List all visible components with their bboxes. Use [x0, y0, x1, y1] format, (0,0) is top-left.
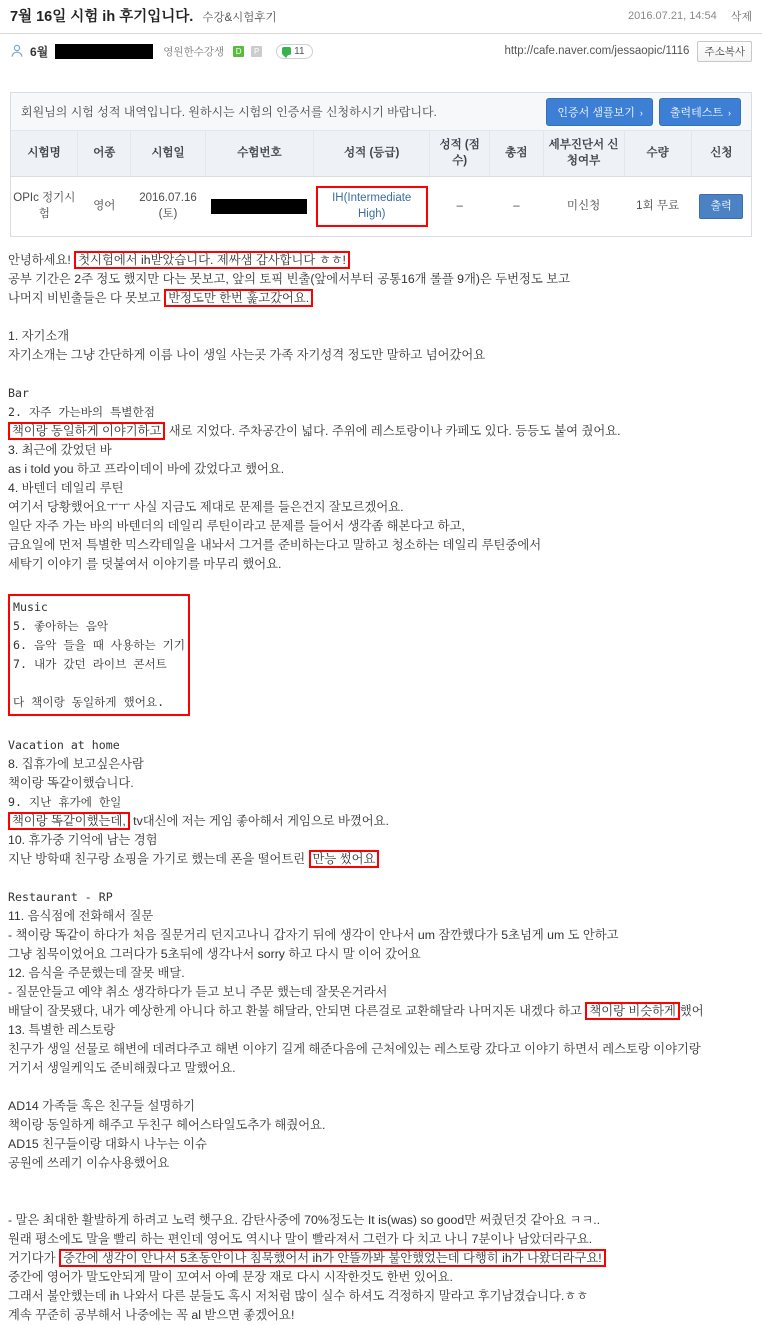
body-blank-line — [8, 717, 754, 736]
cell-language: 영어 — [78, 177, 131, 237]
body-line — [8, 1002, 754, 1021]
body-line: - 말은 최대한 활발하게 하려고 노력 햇구요. 감탄사중에 70%정도는 It is(was) so good만 써줬던것 같아요 ㅋㅋ.. — [8, 1213, 601, 1228]
page-title: 7월 16일 시험 ih 후기입니다. — [10, 9, 194, 25]
author-row — [0, 34, 762, 70]
body-text-run: 배달이 잘못됐다, 내가 예상한게 아니다 하고 환불 해달라, 안되면 다른걸로 교환해달라 나머지돈 내겠다 하고 — [8, 1004, 586, 1019]
col-exam-date: 시험일 — [131, 131, 205, 177]
body-text-run: 나머지 비빈출들은 다 못보고 — [8, 291, 165, 306]
col-grade: 성적 (등급) — [314, 131, 430, 177]
highlighted-text: 중간에 생각이 안나서 5초동안이나 침묵했어서 ih가 안뜰까봐 불안했었는데 다행히 ih가 나왔더라구요! — [59, 1249, 606, 1267]
body-blank-line — [8, 1078, 754, 1097]
body-text-run: 새로 지었다. 주차공간이 넓다. 주위에 레스토랑이나 카페도 있다. 등등도 붙여 줬어요. — [165, 424, 621, 439]
post-body — [8, 251, 754, 1325]
author-name-mask — [55, 44, 153, 59]
body-line: 10. 휴가중 기억에 남는 경험 — [8, 833, 158, 848]
comment-count-pill[interactable] — [276, 44, 312, 59]
badge-green-icon: D — [233, 46, 244, 57]
body-line: 9. 지난 휴가에 한일 — [8, 795, 122, 810]
post-header-right — [628, 8, 752, 24]
score-notice-text: 회원님의 시험 성적 내역입니다. 원하시는 시험의 인증서를 신청하시기 바랍니다. — [21, 105, 437, 119]
body-line — [8, 1249, 754, 1268]
body-line: 3. 최근에 갔었던 바 — [8, 443, 112, 458]
delete-button[interactable]: 삭제 — [730, 10, 752, 23]
col-exam-number: 수험번호 — [205, 131, 314, 177]
body-blank-line — [8, 308, 754, 327]
body-line — [8, 422, 754, 441]
body-line: 책이랑 동일하게 해주고 두친구 헤어스타일도추가 해줬어요. — [8, 1118, 326, 1133]
cell-apply — [691, 177, 751, 237]
body-line: Music — [13, 600, 48, 615]
body-line: as i told you 하고 프라이데이 바에 갔었다고 했어요. — [8, 462, 285, 477]
highlighted-block — [8, 594, 190, 716]
post-date: 2016.07.21, 14:54 — [628, 9, 717, 22]
score-panel — [10, 92, 752, 237]
body-line: 공원에 쓰레기 이슈사용했어요 — [8, 1156, 170, 1171]
body-line: 일단 자주 가는 바의 바텐더의 데일리 루틴이라고 문제를 들어서 생각좀 해본다고 하고, — [8, 519, 465, 534]
chevron-right-icon: › — [639, 107, 643, 118]
body-line: AD14 가족들 혹은 친구들 설명하기 — [8, 1099, 195, 1114]
post-category[interactable]: 수강&시험후기 — [202, 12, 277, 24]
author-info — [10, 43, 313, 60]
notice-buttons — [546, 98, 741, 126]
body-line: - 질문안들고 예약 취소 생각하다가 듣고 보니 주문 했는데 잘못온거라서 — [8, 985, 388, 1000]
body-line: 여기서 당황했어요ㅜㅜ 사실 지금도 제대로 문제를 들은건지 잘모르겠어요. — [8, 500, 404, 515]
certificate-sample-label: 인증서 샘플보기 — [557, 106, 635, 119]
body-line: 책이랑 똑같이했습니다. — [8, 776, 134, 791]
body-blank-line — [8, 365, 754, 384]
cell-quantity: 1회 무료 — [624, 177, 691, 237]
body-line: AD15 친구들이랑 대화시 나누는 이슈 — [8, 1137, 207, 1152]
certificate-sample-button[interactable] — [546, 98, 652, 126]
print-test-button[interactable] — [659, 98, 741, 126]
body-line: 거기서 생일케익도 준비해줬다고 말했어요. — [8, 1061, 236, 1076]
col-total: 총점 — [490, 131, 543, 177]
score-table-header-row — [11, 131, 751, 177]
body-blank-line — [8, 574, 754, 593]
body-line: 8. 집휴가에 보고싶은사람 — [8, 757, 144, 772]
body-line: 5. 좋아하는 음악 — [13, 619, 109, 634]
body-line: 2. 자주 가는바의 특별한점 — [8, 405, 155, 420]
body-blank-line — [8, 1173, 754, 1192]
body-line: 11. 음식점에 전화해서 질문 — [8, 909, 154, 924]
highlighted-text: 책이랑 동일하게 이야기하고 — [8, 422, 165, 440]
cell-exam-date: 2016.07.16 (토) — [131, 177, 205, 237]
post-header-left — [10, 5, 277, 26]
highlighted-text: 만능 썼어요 — [309, 850, 380, 868]
score-notice-bar — [11, 93, 751, 131]
cell-exam-number — [205, 177, 314, 237]
user-icon — [10, 44, 24, 58]
col-score: 성적 (점수) — [430, 131, 490, 177]
cell-total: – — [490, 177, 543, 237]
body-text-run: 했어 — [679, 1004, 704, 1019]
body-line: Vacation at home — [8, 738, 120, 753]
body-line: 그냥 침묵이었어요 그러다가 5초뒤에 생각나서 sorry 하고 다시 말 이어 갔어요 — [8, 947, 421, 962]
body-text-run: 안녕하세요! — [8, 253, 75, 268]
body-line: Restaurant - RP — [8, 890, 113, 905]
body-line — [8, 251, 754, 270]
cell-exam-name: OPIc 정기시험 — [11, 177, 78, 237]
body-line — [13, 674, 185, 693]
print-button[interactable]: 출력 — [699, 194, 742, 219]
body-line: 중간에 영어가 말도안되게 말이 꼬여서 아예 문장 재로 다시 시작한것도 한번 있어요. — [8, 1270, 453, 1285]
grade-value: IH(Intermediate High) — [316, 186, 428, 227]
body-line: 공부 기간은 2주 정도 했지만 다는 못보고, 앞의 토픽 빈출(앞에서부터 공통16개 롤플 9개)은 두번정도 보고 — [8, 272, 570, 287]
table-row — [11, 177, 751, 237]
copy-url-button[interactable]: 주소복사 — [697, 41, 752, 62]
body-blank-line — [8, 1192, 754, 1211]
col-exam-name: 시험명 — [11, 131, 78, 177]
body-line: 4. 바텐더 데일리 루틴 — [8, 481, 124, 496]
cell-diagnostic: 미신청 — [543, 177, 624, 237]
body-line: 그래서 불안했는데 ih 나와서 다른 분들도 혹시 저처럼 많이 실수 하셔도 걱정하지 말라고 후기남겼습니다.ㅎㅎ — [8, 1289, 589, 1304]
body-line: 13. 특별한 레스토랑 — [8, 1023, 116, 1038]
body-line: 원래 평소에도 말을 빨리 하는 편인데 영어도 역시나 말이 빨라져서 그런가 다 치고 나니 7분이나 남았더라구요. — [8, 1232, 593, 1247]
body-text-run: tv대신에 저는 게임 좋아해서 게임으로 바꼈어요. — [129, 814, 389, 829]
post-url-area — [504, 41, 752, 62]
comment-icon — [282, 47, 291, 55]
col-diagnostic: 세부진단서 신청여부 — [543, 131, 624, 177]
body-line: Bar — [8, 386, 29, 401]
body-line: - 책이랑 똑같이 하다가 처음 질문거리 던지고나니 갑자기 뒤에 생각이 안나서 um 잠깐했다가 5초넘게 um 도 안하고 — [8, 928, 619, 943]
body-text-run: 거기다가 — [8, 1251, 59, 1266]
comment-count: 11 — [294, 45, 305, 57]
body-line: 6. 음악 들을 때 사용하는 기기 — [13, 638, 186, 653]
body-line: 12. 음식을 주문했는데 잘못 배달. — [8, 966, 185, 981]
cell-grade — [314, 177, 430, 237]
body-line: 자기소개는 그냥 간단하게 이름 나이 생일 사는곳 가족 자기성격 정도만 말하고 넘어갔어요 — [8, 348, 486, 363]
col-quantity: 수량 — [624, 131, 691, 177]
body-line: 7. 내가 갔던 라이브 콘서트 — [13, 657, 167, 672]
col-apply: 신청 — [691, 131, 751, 177]
highlighted-text: 책이랑 똑같이했는데, — [8, 812, 130, 830]
highlighted-text: 첫시험에서 ih받았습니다. 제싸샘 감사합니다 ㅎㅎ! — [74, 251, 350, 269]
cell-score: – — [430, 177, 490, 237]
chevron-right-icon-2: › — [728, 107, 731, 118]
author-name[interactable]: 6월 — [30, 44, 49, 59]
body-line: 세탁기 이야기 를 덧붙여서 이야기를 마무리 했어요. — [8, 557, 282, 572]
body-line: 다 책이랑 동일하게 했어요. — [13, 695, 165, 710]
body-line: 1. 자기소개 — [8, 329, 70, 344]
post-header — [0, 0, 762, 34]
body-line: 계속 꾸준히 공부해서 나중에는 꼭 al 받으면 좋겠어요! — [8, 1308, 295, 1323]
print-test-label: 출력테스트 — [669, 106, 723, 119]
post-url[interactable]: http://cafe.naver.com/jessaopic/1116 — [504, 45, 690, 57]
body-blank-line — [8, 869, 754, 888]
author-grade: 영원한수강생 — [163, 45, 225, 58]
highlighted-text: 반정도만 한번 훑고갔어요. — [164, 289, 313, 307]
badge-gray-icon: P — [251, 46, 262, 57]
body-line: 친구가 생일 선물로 해변에 데려다주고 해변 이야기 길게 해준다음에 근처에있는 레스토랑 갔다고 이야기 하면서 레스토랑 이야기랑 — [8, 1042, 701, 1057]
score-table — [11, 131, 751, 236]
col-language: 어종 — [78, 131, 131, 177]
highlighted-text: 책이랑 비슷하게 — [585, 1002, 680, 1020]
body-text-run: 지난 방학때 친구랑 쇼핑을 가기로 했는데 폰을 떨어트린 — [8, 852, 309, 867]
body-line: 금요일에 먼저 특별한 믹스칵테일을 내놔서 그거를 준비하는다고 말하고 청소하는 데일리 루틴중에서 — [8, 538, 542, 553]
exam-number-mask — [211, 199, 307, 214]
body-line — [8, 812, 754, 831]
body-line — [8, 850, 754, 869]
body-line — [8, 289, 754, 308]
